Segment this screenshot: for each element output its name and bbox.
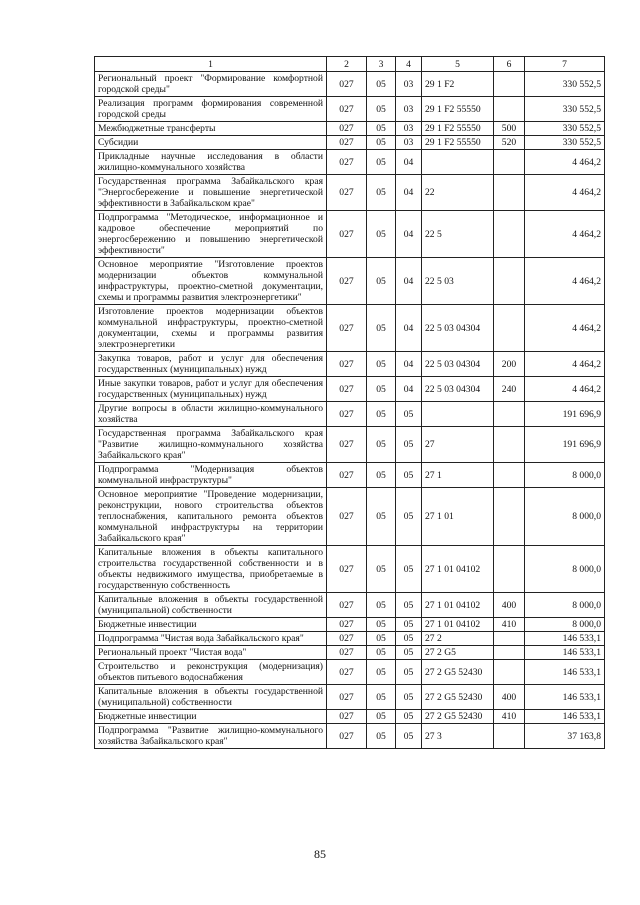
cell-pr: 04 [396, 175, 422, 211]
cell-name: Государственная программа Забайкальского края "Развитие жилищно-коммунального хозяйства Забайкальского края" [95, 427, 327, 463]
cell-vr: 410 [494, 710, 525, 724]
cell-rz: 05 [367, 97, 396, 122]
cell-sum: 330 552,5 [525, 122, 605, 136]
cell-name: Иные закупки товаров, работ и услуг для обеспечения государственных (муниципальных) нужд [95, 377, 327, 402]
cell-pr: 04 [396, 211, 422, 258]
cell-csr: 22 5 03 [422, 258, 494, 305]
cell-name: Прикладные научные исследования в области жилищно-коммунального хозяйства [95, 150, 327, 175]
cell-csr: 27 2 G5 52430 [422, 660, 494, 685]
cell-rz: 05 [367, 402, 396, 427]
table-row [95, 211, 605, 258]
cell-ved: 027 [327, 72, 367, 97]
cell-ved: 027 [327, 593, 367, 618]
col-header-rz: 3 [367, 57, 396, 72]
cell-ved: 027 [327, 305, 367, 352]
cell-name: Подпрограмма "Модернизация объектов коммунальной инфраструктуры" [95, 463, 327, 488]
cell-ved: 027 [327, 724, 367, 749]
cell-name: Изготовление проектов модернизации объектов коммунальной инфраструктуры, проектно-сметной документации, схемы и программы развития электроэнергетики [95, 305, 327, 352]
cell-rz: 05 [367, 122, 396, 136]
cell-ved: 027 [327, 150, 367, 175]
cell-ved: 027 [327, 97, 367, 122]
cell-name: Реализация программ формирования современной городской среды [95, 97, 327, 122]
cell-sum: 330 552,5 [525, 136, 605, 150]
cell-pr: 04 [396, 258, 422, 305]
cell-vr [494, 211, 525, 258]
cell-csr: 22 5 03 04304 [422, 305, 494, 352]
cell-pr: 04 [396, 377, 422, 402]
cell-sum: 37 163,8 [525, 724, 605, 749]
cell-vr: 400 [494, 593, 525, 618]
cell-rz: 05 [367, 646, 396, 660]
table-row [95, 463, 605, 488]
cell-rz: 05 [367, 352, 396, 377]
cell-csr: 29 1 F2 [422, 72, 494, 97]
cell-sum: 330 552,5 [525, 97, 605, 122]
cell-vr [494, 97, 525, 122]
cell-csr: 27 1 01 04102 [422, 546, 494, 593]
cell-csr: 27 1 01 04102 [422, 593, 494, 618]
cell-rz: 05 [367, 175, 396, 211]
cell-sum: 4 464,2 [525, 377, 605, 402]
cell-ved: 027 [327, 646, 367, 660]
cell-rz: 05 [367, 377, 396, 402]
cell-ved: 027 [327, 352, 367, 377]
cell-sum: 8 000,0 [525, 488, 605, 546]
budget-table [94, 56, 605, 749]
cell-pr: 04 [396, 305, 422, 352]
table-row [95, 150, 605, 175]
cell-ved: 027 [327, 685, 367, 710]
cell-name: Закупка товаров, работ и услуг для обеспечения государственных (муниципальных) нужд [95, 352, 327, 377]
cell-rz: 05 [367, 618, 396, 632]
cell-sum: 8 000,0 [525, 463, 605, 488]
cell-csr: 22 5 03 04304 [422, 352, 494, 377]
cell-rz: 05 [367, 72, 396, 97]
cell-vr: 500 [494, 122, 525, 136]
cell-sum: 8 000,0 [525, 593, 605, 618]
page-number: 85 [314, 847, 326, 861]
cell-ved: 027 [327, 488, 367, 546]
cell-csr: 27 2 G5 [422, 646, 494, 660]
cell-rz: 05 [367, 632, 396, 646]
cell-vr [494, 632, 525, 646]
cell-csr [422, 402, 494, 427]
cell-sum: 191 696,9 [525, 427, 605, 463]
cell-pr: 05 [396, 488, 422, 546]
table-row [95, 632, 605, 646]
table-row [95, 724, 605, 749]
col-header-csr: 5 [422, 57, 494, 72]
col-header-pr: 4 [396, 57, 422, 72]
cell-csr: 27 [422, 427, 494, 463]
table-row [95, 546, 605, 593]
cell-pr: 04 [396, 352, 422, 377]
cell-name: Подпрограмма "Развитие жилищно-коммунального хозяйства Забайкальского края" [95, 724, 327, 749]
table-row [95, 427, 605, 463]
cell-name: Региональный проект "Формирование комфортной городской среды" [95, 72, 327, 97]
cell-rz: 05 [367, 463, 396, 488]
cell-csr: 29 1 F2 55550 [422, 122, 494, 136]
cell-pr: 05 [396, 646, 422, 660]
table-row [95, 136, 605, 150]
cell-vr [494, 305, 525, 352]
table-row [95, 122, 605, 136]
cell-sum: 146 533,1 [525, 632, 605, 646]
cell-pr: 03 [396, 122, 422, 136]
cell-name: Основное мероприятие "Изготовление проектов модернизации объектов коммунальной инфраструктуры, проектно-сметной документации, схемы и программы развития электроэнергетики" [95, 258, 327, 305]
cell-rz: 05 [367, 258, 396, 305]
col-header-vr: 6 [494, 57, 525, 72]
cell-vr [494, 175, 525, 211]
cell-name: Основное мероприятие "Проведение модернизации, реконструкции, нового строительства объектов теплоснабжения, капитального ремонта объектов коммунальной инфраструктуры на территории Забайкальского края" [95, 488, 327, 546]
cell-ved: 027 [327, 175, 367, 211]
cell-sum: 146 533,1 [525, 710, 605, 724]
cell-pr: 05 [396, 402, 422, 427]
table-row [95, 258, 605, 305]
cell-csr: 29 1 F2 55550 [422, 136, 494, 150]
cell-pr: 05 [396, 427, 422, 463]
table-row [95, 72, 605, 97]
cell-pr: 05 [396, 724, 422, 749]
cell-ved: 027 [327, 632, 367, 646]
cell-rz: 05 [367, 136, 396, 150]
cell-sum: 4 464,2 [525, 258, 605, 305]
cell-ved: 027 [327, 211, 367, 258]
cell-name: Подпрограмма "Методическое, информационное и кадровое обеспечение мероприятий по энергосбережению и повышению энергетической эффективности" [95, 211, 327, 258]
table-row [95, 710, 605, 724]
cell-vr [494, 402, 525, 427]
cell-ved: 027 [327, 402, 367, 427]
cell-pr: 05 [396, 618, 422, 632]
cell-pr: 05 [396, 685, 422, 710]
cell-vr [494, 258, 525, 305]
cell-ved: 027 [327, 122, 367, 136]
cell-rz: 05 [367, 685, 396, 710]
cell-vr [494, 660, 525, 685]
cell-sum: 4 464,2 [525, 352, 605, 377]
cell-pr: 05 [396, 593, 422, 618]
cell-ved: 027 [327, 136, 367, 150]
table-body [95, 72, 605, 749]
cell-rz: 05 [367, 593, 396, 618]
cell-vr [494, 427, 525, 463]
cell-ved: 027 [327, 427, 367, 463]
cell-sum: 4 464,2 [525, 175, 605, 211]
cell-csr: 27 2 G5 52430 [422, 685, 494, 710]
cell-csr: 29 1 F2 55550 [422, 97, 494, 122]
cell-csr: 27 2 G5 52430 [422, 710, 494, 724]
cell-pr: 03 [396, 136, 422, 150]
cell-vr: 240 [494, 377, 525, 402]
cell-csr: 22 [422, 175, 494, 211]
cell-vr [494, 488, 525, 546]
cell-name: Подпрограмма "Чистая вода Забайкальского края" [95, 632, 327, 646]
cell-name: Капитальные вложения в объекты государственной (муниципальной) собственности [95, 685, 327, 710]
cell-sum: 146 533,1 [525, 685, 605, 710]
table-row [95, 377, 605, 402]
cell-vr [494, 150, 525, 175]
col-header-name: 1 [95, 57, 327, 72]
cell-ved: 027 [327, 660, 367, 685]
cell-sum: 8 000,0 [525, 546, 605, 593]
cell-csr: 27 1 01 04102 [422, 618, 494, 632]
cell-pr: 04 [396, 150, 422, 175]
cell-name: Субсидии [95, 136, 327, 150]
cell-pr: 05 [396, 710, 422, 724]
col-header-ved: 2 [327, 57, 367, 72]
cell-name: Межбюджетные трансферты [95, 122, 327, 136]
cell-csr: 27 2 [422, 632, 494, 646]
cell-pr: 05 [396, 660, 422, 685]
cell-pr: 05 [396, 632, 422, 646]
cell-sum: 146 533,1 [525, 660, 605, 685]
cell-csr: 22 5 03 04304 [422, 377, 494, 402]
cell-pr: 05 [396, 546, 422, 593]
cell-vr [494, 463, 525, 488]
cell-vr: 200 [494, 352, 525, 377]
cell-name: Другие вопросы в области жилищно-коммунального хозяйства [95, 402, 327, 427]
cell-ved: 027 [327, 258, 367, 305]
cell-sum: 146 533,1 [525, 646, 605, 660]
cell-vr [494, 72, 525, 97]
cell-pr: 05 [396, 463, 422, 488]
cell-csr: 27 1 [422, 463, 494, 488]
cell-name: Капитальные вложения в объекты государственной (муниципальной) собственности [95, 593, 327, 618]
cell-rz: 05 [367, 546, 396, 593]
table-row [95, 305, 605, 352]
cell-csr: 27 1 01 [422, 488, 494, 546]
cell-vr: 520 [494, 136, 525, 150]
cell-sum: 4 464,2 [525, 305, 605, 352]
table-row [95, 175, 605, 211]
cell-rz: 05 [367, 724, 396, 749]
cell-ved: 027 [327, 463, 367, 488]
table-row [95, 402, 605, 427]
cell-rz: 05 [367, 427, 396, 463]
cell-name: Капитальные вложения в объекты капитального строительства государственной собственности и в объекты недвижимого имущества, приобретаемые в государственную собственность [95, 546, 327, 593]
cell-rz: 05 [367, 660, 396, 685]
cell-name: Государственная программа Забайкальского края "Энергосбережение и повышение энергетической эффективности в Забайкальском крае" [95, 175, 327, 211]
cell-name: Бюджетные инвестиции [95, 618, 327, 632]
cell-vr [494, 546, 525, 593]
cell-csr: 22 5 [422, 211, 494, 258]
table-row [95, 97, 605, 122]
cell-ved: 027 [327, 618, 367, 632]
col-header-sum: 7 [525, 57, 605, 72]
cell-rz: 05 [367, 488, 396, 546]
cell-vr: 410 [494, 618, 525, 632]
cell-rz: 05 [367, 305, 396, 352]
cell-name: Строительство и реконструкция (модернизация) объектов питьевого водоснабжения [95, 660, 327, 685]
cell-sum: 4 464,2 [525, 211, 605, 258]
cell-pr: 03 [396, 72, 422, 97]
table-row [95, 660, 605, 685]
table-row [95, 646, 605, 660]
table-row [95, 488, 605, 546]
cell-sum: 330 552,5 [525, 72, 605, 97]
cell-rz: 05 [367, 710, 396, 724]
cell-ved: 027 [327, 377, 367, 402]
cell-rz: 05 [367, 211, 396, 258]
cell-sum: 191 696,9 [525, 402, 605, 427]
cell-pr: 03 [396, 97, 422, 122]
cell-vr [494, 724, 525, 749]
cell-vr: 400 [494, 685, 525, 710]
cell-csr: 27 3 [422, 724, 494, 749]
table-row [95, 618, 605, 632]
table-row [95, 685, 605, 710]
cell-name: Бюджетные инвестиции [95, 710, 327, 724]
cell-csr [422, 150, 494, 175]
cell-rz: 05 [367, 150, 396, 175]
cell-sum: 4 464,2 [525, 150, 605, 175]
cell-sum: 8 000,0 [525, 618, 605, 632]
cell-vr [494, 646, 525, 660]
cell-name: Региональный проект "Чистая вода" [95, 646, 327, 660]
cell-ved: 027 [327, 546, 367, 593]
table-row [95, 352, 605, 377]
table-header-row [95, 57, 605, 72]
cell-ved: 027 [327, 710, 367, 724]
table-row [95, 593, 605, 618]
